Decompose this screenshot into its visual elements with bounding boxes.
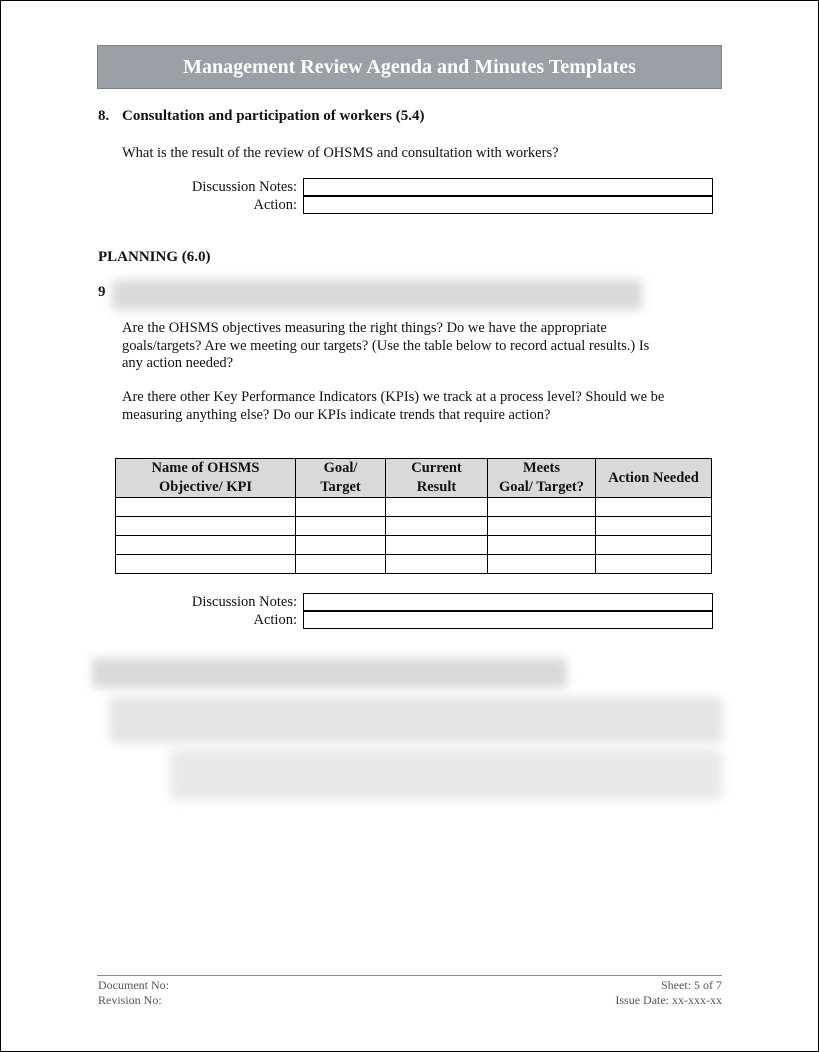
discussion-notes-label: Discussion Notes: — [191, 594, 297, 610]
footer-issue-date: Issue Date: xx-xxx-xx — [615, 993, 722, 1007]
action-field[interactable] — [303, 611, 713, 629]
redacted-section-fields — [170, 750, 722, 800]
footer-sheet: Sheet: 5 of 7 — [661, 978, 722, 992]
table-cell[interactable] — [596, 555, 712, 574]
kpi-table — [115, 458, 712, 574]
table-cell[interactable] — [296, 536, 386, 555]
section-9-paragraph-2 — [122, 389, 664, 424]
table-cell[interactable] — [116, 555, 296, 574]
table-cell[interactable] — [386, 517, 488, 536]
table-cell[interactable] — [386, 498, 488, 517]
table-cell[interactable] — [296, 555, 386, 574]
action-label: Action: — [253, 197, 297, 213]
section-9-number: 9 — [98, 284, 106, 300]
table-cell[interactable] — [386, 555, 488, 574]
paragraph-1-line: any action needed? — [122, 355, 234, 371]
table-cell[interactable] — [116, 498, 296, 517]
page-title: Management Review Agenda and Minutes Templates — [97, 45, 722, 89]
header-goal-target: Goal/ Target — [296, 459, 386, 498]
table-row — [116, 517, 712, 536]
table-cell[interactable] — [596, 517, 712, 536]
footer-revision-no: Revision No: — [98, 993, 162, 1007]
footer-divider — [97, 975, 722, 976]
paragraph-1-line: goals/targets? Are we meeting our targets? (Use the table below to record actual results.) Is — [122, 337, 650, 354]
header-current-result: Current Result — [386, 459, 488, 498]
redacted-section-9-title — [112, 280, 642, 310]
redacted-section-heading — [92, 658, 567, 688]
section-8-number: 8. — [98, 108, 110, 124]
table-cell[interactable] — [116, 536, 296, 555]
paragraph-1-line: Are the OHSMS objectives measuring the right things? Do we have the appropriate — [122, 320, 607, 336]
section-8-title: Consultation and participation of workers (5.4) — [122, 108, 425, 124]
redacted-section-text — [110, 697, 722, 743]
table-row — [116, 555, 712, 574]
section-8-question: What is the result of the review of OHSMS and consultation with workers? — [122, 145, 559, 161]
table-cell[interactable] — [488, 517, 596, 536]
table-cell[interactable] — [296, 517, 386, 536]
planning-heading: PLANNING (6.0) — [98, 249, 211, 265]
header-meets-goal: Meets Goal/ Target? — [488, 459, 596, 498]
table-cell[interactable] — [488, 536, 596, 555]
section-9-paragraph-1 — [122, 320, 649, 373]
header-objective-kpi: Name of OHSMS Objective/ KPI — [116, 459, 296, 498]
table-cell[interactable] — [596, 498, 712, 517]
table-cell[interactable] — [488, 555, 596, 574]
paragraph-2-line: Are there other Key Performance Indicators (KPIs) we track at a process level? Should we be — [122, 389, 665, 405]
table-cell[interactable] — [296, 498, 386, 517]
discussion-notes-field[interactable] — [303, 593, 713, 611]
table-row — [116, 498, 712, 517]
header-action-needed: Action Needed — [596, 459, 712, 498]
table-cell[interactable] — [386, 536, 488, 555]
table-row — [116, 536, 712, 555]
paragraph-2-line: measuring anything else? Do our KPIs indicate trends that require action? — [122, 406, 551, 423]
table-cell[interactable] — [596, 536, 712, 555]
discussion-notes-field[interactable] — [303, 178, 713, 196]
footer-document-no: Document No: — [98, 978, 169, 992]
table-cell[interactable] — [488, 498, 596, 517]
action-field[interactable] — [303, 196, 713, 214]
discussion-notes-label: Discussion Notes: — [191, 179, 297, 195]
table-header-row — [116, 459, 712, 498]
table-cell[interactable] — [116, 517, 296, 536]
action-label: Action: — [253, 612, 297, 628]
